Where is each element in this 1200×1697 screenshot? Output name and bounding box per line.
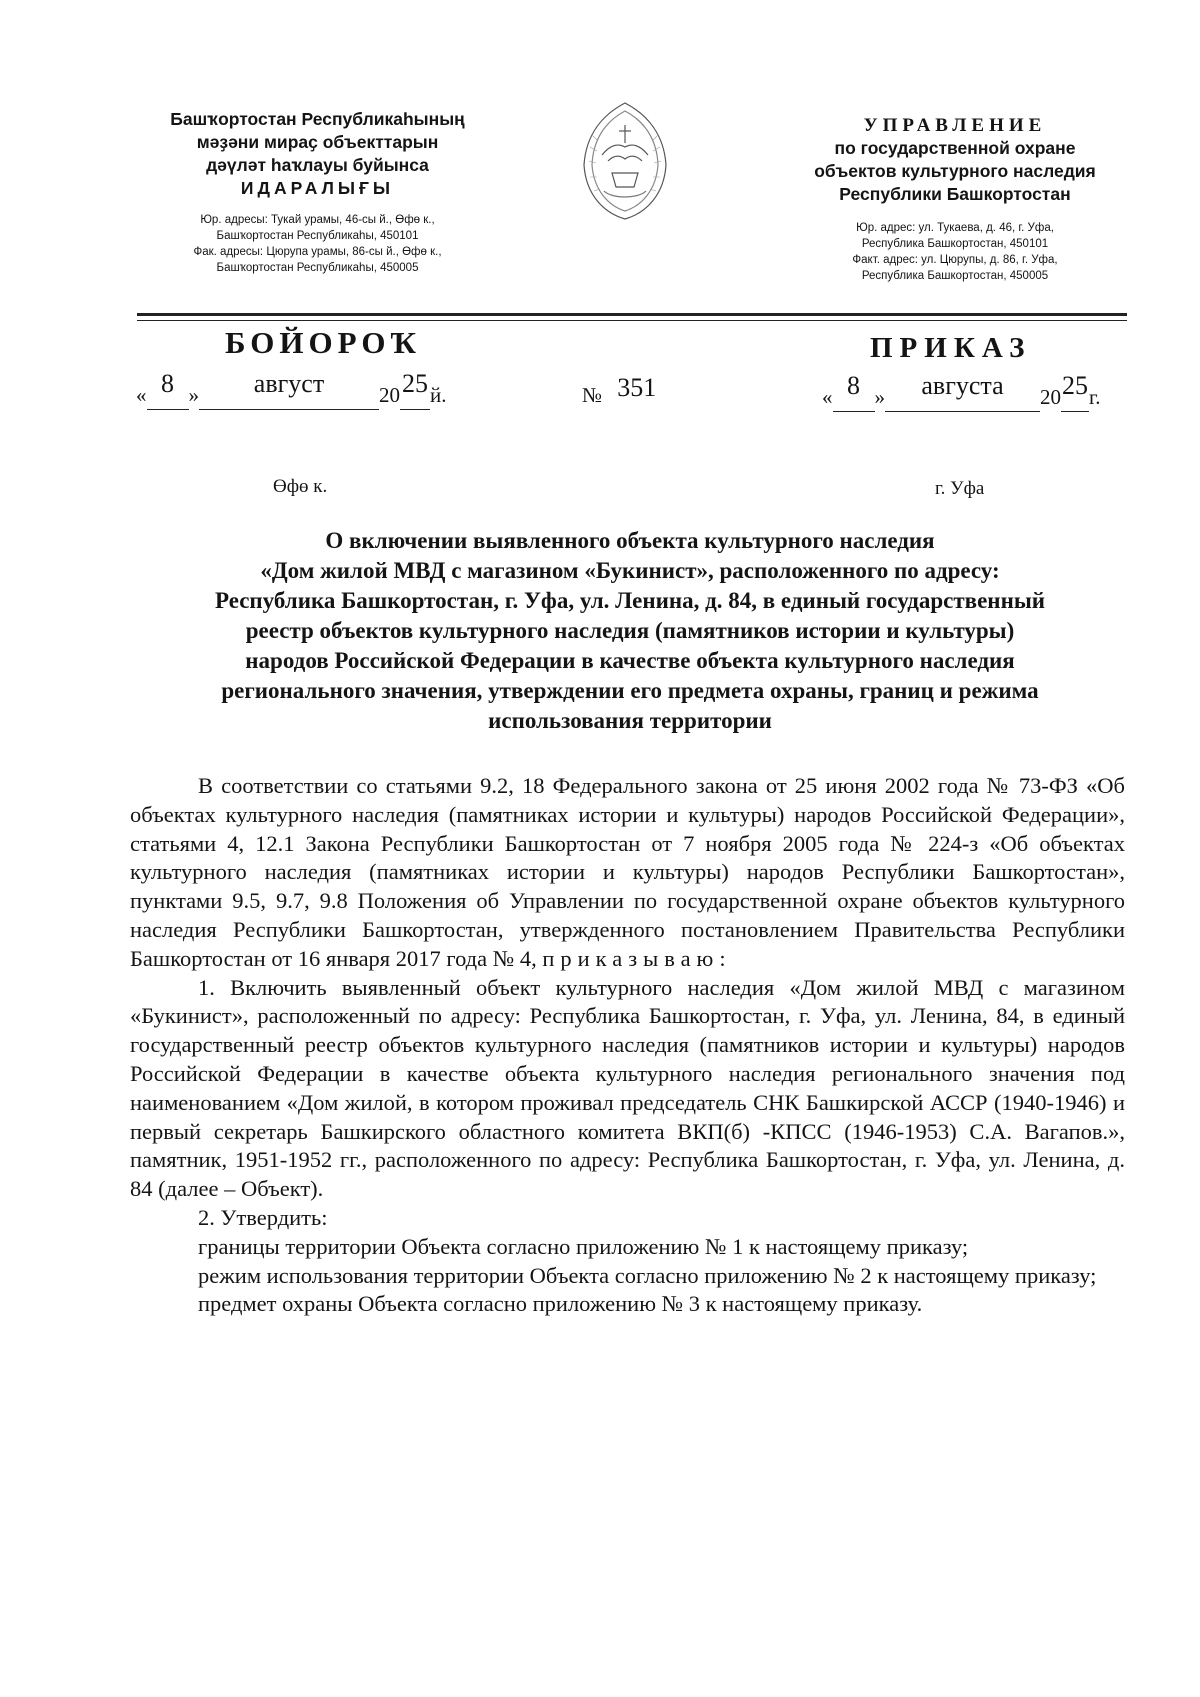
item-2a-paragraph: границы территории Объекта согласно приложению № 1 к настоящему приказу; bbox=[198, 1233, 969, 1259]
subject-line: «Дом жилой МВД с магазином «Букинист», расположенного по адресу: bbox=[260, 558, 1000, 583]
quote-open: « bbox=[136, 383, 147, 407]
org-name-line: Башҡортостан Республикаһының bbox=[170, 109, 465, 129]
header-divider bbox=[137, 320, 1127, 321]
preamble-text: В соответствии со статьями 9.2, 18 Федерального закона от 25 июня 2002 года № 73-ФЗ «Об объектах культурного наследия (памятниках истории и культуры) народов Российской Федерации», статьями 4, 12.1 Закона Республики Башкортостан от 7 ноября 2005 года № 224-з «Об объектах культурного наследия (памятниках истории и культуры) народов Республики Башкортостан», пунктами 9.5, 9.7, 9.8 Положения об Управлении по государственной охране объектов культурного наследия Республики Башкортостан, утвержденного постановлением Правительства Республики Башкортостан от 16 января 2017 года № 4, bbox=[130, 773, 1125, 971]
order-body bbox=[130, 772, 1125, 1319]
coat-of-arms-icon bbox=[572, 95, 678, 225]
subject-line: использования территории bbox=[488, 708, 772, 733]
address-line: Юр. адресы: Тукай урамы, 46-сы й., Өфө к., bbox=[200, 214, 435, 226]
address-line: Башҡортостан Республикаһы, 450005 bbox=[216, 262, 419, 274]
org-name-line: Республики Башкортостан bbox=[839, 184, 1071, 204]
date-day: 8 bbox=[847, 371, 860, 400]
address-block bbox=[785, 220, 1125, 284]
date-month: август bbox=[253, 369, 325, 398]
subject-line: народов Российской Федерации в качестве объекта культурного наследия bbox=[245, 648, 1015, 673]
order-subject bbox=[130, 526, 1130, 736]
city-bashkir: Өфө к. bbox=[273, 476, 328, 497]
address-line: Республика Башкортостан, 450005 bbox=[861, 270, 1049, 282]
city-russian: г. Уфа bbox=[935, 478, 985, 499]
quote-close: » bbox=[188, 383, 199, 407]
year-prefix: 20 bbox=[1040, 385, 1061, 409]
preamble-paragraph bbox=[130, 772, 1125, 974]
quote-close: » bbox=[874, 385, 885, 409]
subject-line: О включении выявленного объекта культурного наследия bbox=[325, 528, 935, 553]
address-line: Фак. адресы: Цюрупа урамы, 86-сы й., Өфө к., bbox=[193, 246, 442, 258]
year-suffix: 25 bbox=[402, 369, 428, 398]
subject-line: Республика Башкортостан, г. Уфа, ул. Ленина, д. 84, в единый государственный bbox=[214, 588, 1046, 613]
org-name-line: объектов культурного наследия bbox=[814, 161, 1096, 181]
year-suffix: 25 bbox=[1062, 371, 1088, 400]
org-name-line: УПРАВЛЕНИЕ bbox=[863, 115, 1047, 136]
org-name-line: мәҙәни мираҫ объекттарын bbox=[196, 132, 439, 152]
order-word: приказываю: bbox=[542, 945, 732, 971]
item-2-paragraph: 2. Утвердить: bbox=[198, 1204, 328, 1230]
org-name-line: по государственной охране bbox=[834, 138, 1076, 158]
number-label: № bbox=[582, 383, 603, 407]
date-month: августа bbox=[921, 371, 1004, 400]
address-line: Факт. адрес: ул. Цюрупы, д. 86, г. Уфа, bbox=[852, 254, 1058, 266]
order-title-bashkir: БОЙОРОҠ bbox=[225, 325, 422, 360]
item-2b-paragraph: режим использования территории Объекта согласно приложению № 2 к настоящему приказу; bbox=[198, 1262, 1097, 1288]
address-line: Республика Башкортостан, 450101 bbox=[861, 238, 1049, 250]
date-day: 8 bbox=[161, 369, 174, 398]
org-name-line: ИДАРАЛЫҒЫ bbox=[240, 178, 395, 198]
number-value: 351 bbox=[617, 373, 657, 402]
header-bashkir bbox=[140, 108, 495, 276]
item-1-paragraph: 1. Включить выявленный объект культурного наследия «Дом жилой МВД с магазином «Букинист», расположенный по адресу: Республика Башкортостан, г. Уфа, ул. Ленина, 84, в единый государственный реестр объектов культурного наследия (памятников истории и культуры) народов Российской Федерации в качестве объекта культурного наследия регионального значения под наименованием «Дом жилой, в котором проживал председатель СНК Башкирской АССР (1940-1946) и первый секретарь Башкирского областного комитета ВКП(б) -КПСС (1946-1953) С.А. Вагапов.», памятник, 1951-1952 гг., расположенного по адресу: Республика Башкортостан, г. Уфа, ул. Ленина, д. 84 (далее – Объект). bbox=[130, 974, 1125, 1202]
subject-line: реестр объектов культурного наследия (памятников истории и культуры) bbox=[245, 618, 1015, 643]
header-russian bbox=[785, 114, 1125, 284]
item-2c-paragraph: предмет охраны Объекта согласно приложению № 3 к настоящему приказу. bbox=[198, 1291, 923, 1317]
date-bashkir bbox=[136, 369, 447, 410]
address-block bbox=[140, 212, 495, 276]
address-line: Юр. адрес: ул. Тукаева, д. 46, г. Уфа, bbox=[856, 222, 1054, 234]
order-number bbox=[582, 373, 657, 409]
date-russian bbox=[822, 371, 1101, 412]
org-name-line: дәүләт һаҡлауы буйынса bbox=[206, 155, 429, 175]
year-tail: й. bbox=[430, 383, 447, 407]
header-divider bbox=[137, 313, 1127, 316]
year-prefix: 20 bbox=[379, 383, 400, 407]
quote-open: « bbox=[822, 385, 833, 409]
order-title-russian: ПРИКАЗ bbox=[870, 332, 1032, 364]
subject-line: регионального значения, утверждении его предмета охраны, границ и режима bbox=[221, 678, 1039, 703]
address-line: Башҡортостан Республикаһы, 450101 bbox=[216, 230, 419, 242]
year-tail: г. bbox=[1089, 385, 1101, 409]
